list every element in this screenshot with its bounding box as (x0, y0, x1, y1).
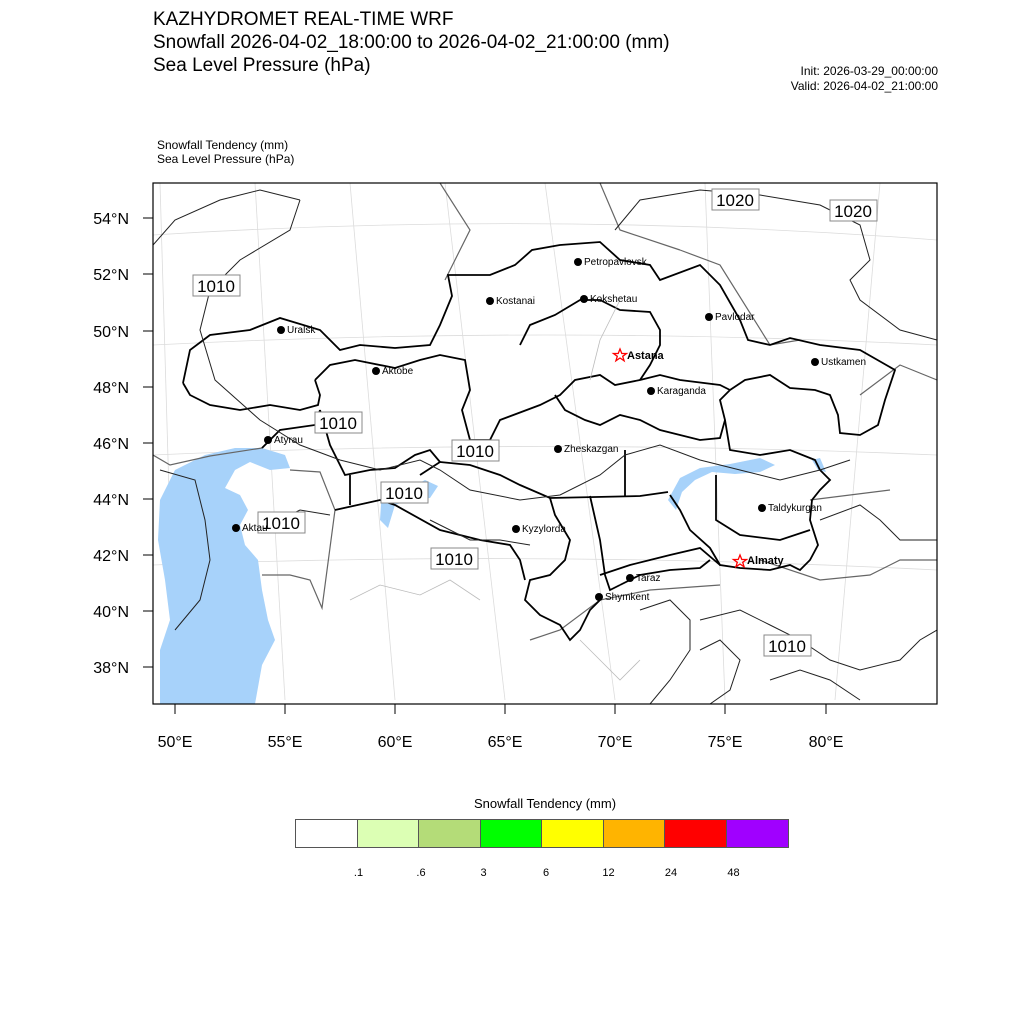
svg-text:Zheskazgan: Zheskazgan (564, 444, 619, 455)
contour-label (830, 200, 877, 221)
svg-text:1010: 1010 (262, 514, 300, 533)
title-line-2: Snowfall 2026-04-02_18:00:00 to 2026-04-02_21:00:00 (mm) (153, 32, 670, 53)
contour-label (381, 482, 428, 503)
neighbor-borders (153, 183, 937, 640)
colorbar-tick-label: .6 (416, 867, 426, 879)
map-frame (153, 183, 937, 704)
colorbar-swatch (665, 820, 727, 847)
svg-text:Pavlodar: Pavlodar (715, 312, 755, 323)
city-uralsk (277, 325, 316, 336)
lat-tick-label: 42°N (93, 548, 129, 565)
colorbar-tick-label: 6 (542, 867, 550, 879)
svg-text:Karaganda: Karaganda (657, 386, 706, 397)
contour-label (431, 548, 478, 569)
city-zheskazgan (554, 444, 618, 455)
caspian-fill (158, 448, 290, 704)
svg-text:1020: 1020 (716, 191, 754, 210)
city-kostanai (486, 296, 535, 307)
svg-text:1020: 1020 (834, 202, 872, 221)
colorbar-title: Snowfall Tendency (mm) (473, 796, 617, 811)
svg-text:Kokshetau: Kokshetau (590, 294, 638, 305)
lon-tick-label: 50°E (157, 734, 193, 751)
subtitle-snowfall: Snowfall Tendency (mm) (157, 138, 289, 152)
city-petropavlovsk (574, 257, 648, 268)
lat-tick-label: 44°N (93, 492, 129, 509)
svg-text:Petropavlovsk: Petropavlovsk (584, 257, 647, 268)
svg-text:Taldykurgan: Taldykurgan (768, 503, 822, 514)
city-pavlodar (705, 312, 755, 323)
svg-text:Aktobe: Aktobe (382, 366, 414, 377)
title-line-3: Sea Level Pressure (hPa) (153, 55, 371, 76)
city-almaty (734, 555, 785, 567)
lat-tick-label: 48°N (93, 380, 129, 397)
valid-time: Valid: 2026-04-02_21:00:00 (790, 79, 938, 93)
contour-label (712, 189, 759, 210)
contour-label (764, 635, 811, 656)
lon-tick-label: 60°E (377, 734, 413, 751)
colorbar-swatch (481, 820, 543, 847)
colorbar-swatch (419, 820, 481, 847)
city-taldykurgan (758, 503, 822, 514)
lon-tick-label: 80°E (808, 734, 844, 751)
lon-tick-label: 75°E (707, 734, 743, 751)
colorbar (295, 819, 789, 848)
svg-text:1010: 1010 (456, 442, 494, 461)
svg-text:Shymkent: Shymkent (605, 592, 650, 603)
contour-label (315, 412, 362, 433)
lat-tick-label: 52°N (93, 267, 129, 284)
capital-star-icon (734, 555, 747, 567)
svg-text:Aktau: Aktau (242, 523, 268, 534)
capital-star-icon (614, 349, 627, 361)
city-kyzylorda (512, 524, 566, 535)
svg-text:Astana: Astana (627, 350, 664, 362)
lon-tick-label: 65°E (487, 734, 523, 751)
contour-label (452, 440, 499, 461)
svg-text:Kostanai: Kostanai (496, 296, 535, 307)
svg-text:Taraz: Taraz (636, 573, 661, 584)
svg-text:Uralsk: Uralsk (287, 325, 316, 336)
colorbar-swatch (358, 820, 420, 847)
city-ustkamen (811, 357, 866, 368)
colorbar-swatch (604, 820, 666, 847)
lon-tick-label: 55°E (267, 734, 303, 751)
colorbar-swatch (296, 820, 358, 847)
svg-text:Almaty: Almaty (747, 555, 784, 567)
svg-text:Atyrau: Atyrau (274, 435, 303, 446)
contour-label (193, 275, 240, 296)
lat-tick-label: 50°N (93, 324, 129, 341)
colorbar-swatch (727, 820, 789, 847)
lat-tick-label: 54°N (93, 211, 129, 228)
title-line-1: KAZHYDROMET REAL-TIME WRF (153, 9, 454, 30)
city-taraz (626, 573, 660, 584)
city-karaganda (647, 386, 706, 397)
svg-text:1010: 1010 (768, 637, 806, 656)
subtitle-pressure: Sea Level Pressure (hPa) (157, 152, 295, 166)
lat-tick-label: 38°N (93, 660, 129, 677)
lat-axis (143, 218, 153, 667)
colorbar-tick-label: 24 (664, 867, 678, 879)
svg-text:Ustkamen: Ustkamen (821, 357, 867, 368)
city-aktobe (372, 366, 414, 377)
lon-tick-label: 70°E (597, 734, 633, 751)
svg-text:1010: 1010 (197, 277, 235, 296)
lat-tick-label: 40°N (93, 604, 129, 621)
colorbar-tick-label: 48 (727, 867, 740, 879)
svg-text:1010: 1010 (319, 414, 357, 433)
colorbar-tick-label: 12 (602, 867, 615, 879)
lat-tick-label: 46°N (93, 436, 129, 453)
colorbar-swatch (542, 820, 604, 847)
lon-axis (175, 704, 826, 714)
colorbar-tick-label: 3 (480, 867, 487, 879)
init-time: Init: 2026-03-29_00:00:00 (800, 64, 938, 78)
city-shymkent (595, 592, 650, 603)
svg-text:Kyzylorda: Kyzylorda (522, 524, 566, 535)
svg-text:1010: 1010 (435, 550, 473, 569)
city-astana (614, 349, 665, 362)
svg-text:1010: 1010 (385, 484, 423, 503)
colorbar-tick-label: .1 (353, 867, 364, 879)
